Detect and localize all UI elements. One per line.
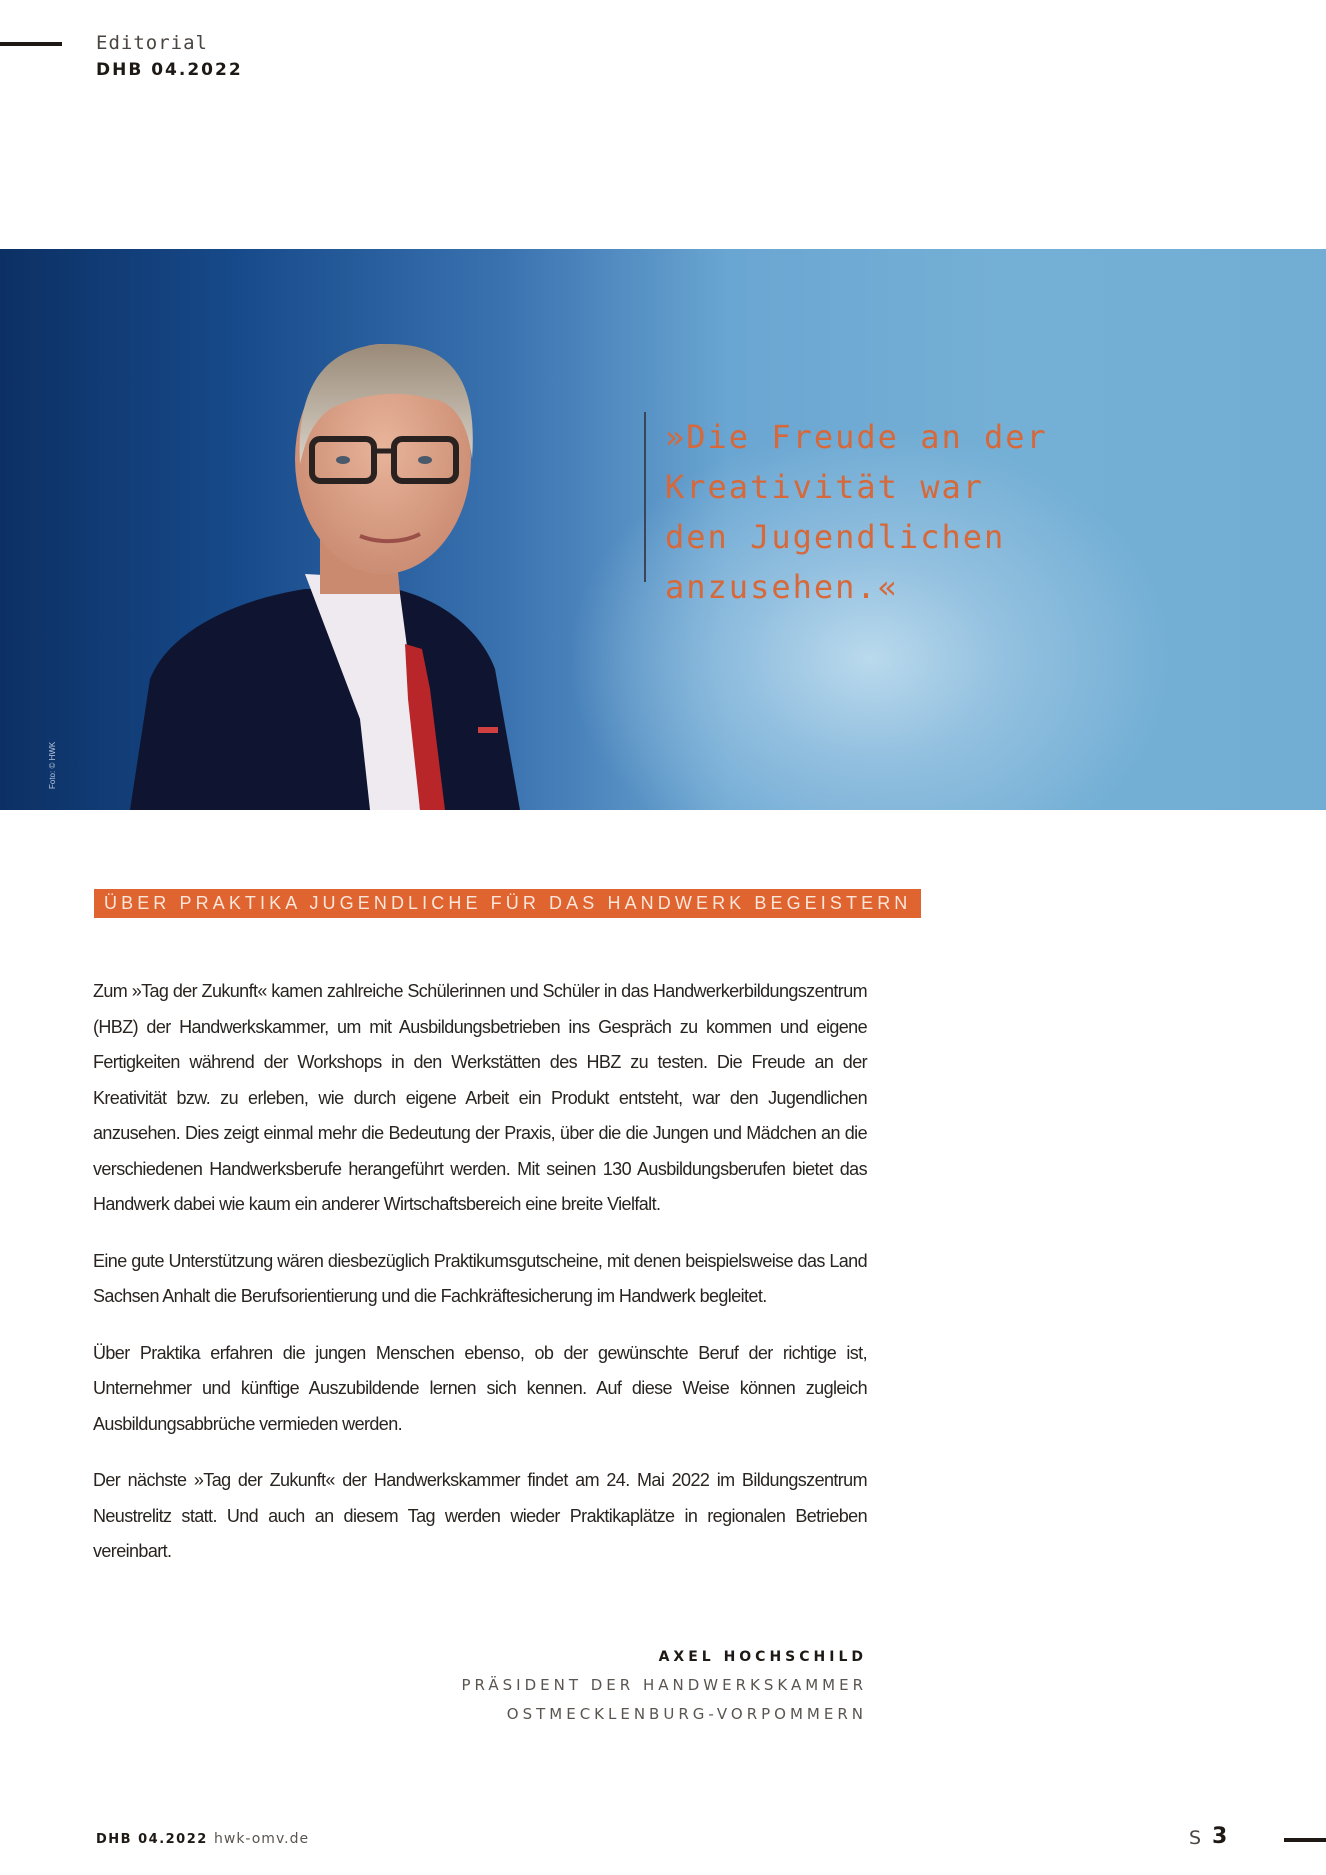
header-rule — [0, 42, 62, 46]
quote-line: anzusehen.« — [665, 568, 899, 606]
issue-label: DHB 04.2022 — [96, 60, 243, 80]
quote-line: »Die Freude an der — [665, 418, 1048, 456]
pull-quote — [644, 412, 1048, 606]
page-number: 3 — [1212, 1824, 1228, 1849]
footer-url[interactable]: hwk-omv.de — [214, 1831, 310, 1847]
footer-issue: DHB 04.2022 — [96, 1832, 208, 1847]
photo-credit: Foto: © HWK — [48, 741, 57, 789]
footer-rule — [1284, 1838, 1326, 1842]
quote-line: Kreativität war — [665, 468, 984, 506]
signature-block — [462, 1643, 867, 1729]
hero-photo — [0, 249, 1326, 810]
paragraph: Der nächste »Tag der Zukunft« der Handwerkskammer findet am 24. Mai 2022 im Bildungszentrum Neustrelitz statt. Und auch an diesem Tag werden wieder Praktikaplätze in regionalen Betrieben vereinbart. — [93, 1470, 867, 1561]
author-organization: OSTMECKLENBURG-VORPOMMERN — [506, 1705, 867, 1723]
page-prefix: S — [1189, 1827, 1202, 1849]
section-label: Editorial — [96, 32, 208, 54]
portrait-image — [0, 249, 700, 810]
article-body — [93, 974, 867, 1591]
paragraph: Über Praktika erfahren die jungen Menschen ebenso, ob der gewünschte Beruf der richtige ist, Unternehmer und künftige Auszubildende lernen sich kennen. Auf diese Weise können zugleich Ausbildungsabbrüche vermieden werden. — [93, 1342, 867, 1434]
article-headline: ÜBER PRAKTIKA JUGENDLICHE FÜR DAS HANDWERK BEGEISTERN — [94, 889, 921, 918]
quote-line: den Jugendlichen — [665, 518, 1006, 556]
paragraph: Zum »Tag der Zukunft« kamen zahlreiche Schülerinnen und Schüler in das Handwerkerbildungszentrum (HBZ) der Handwerkskammer, um mit Ausbildungsbetrieben ins Gespräch zu kommen und eigene Fertigkeiten während der Workshops in den Werkstätten des HBZ zu testen. Die Freude an der Kreativität bzw. zu erleben, wie durch eigene Arbeit ein Produkt entsteht, war den Jugendlichen anzusehen. Dies zeigt einmal mehr die Bedeutung der Praxis, über die die Jungen und Mädchen an die verschiedenen Handwerksberufe herangeführt werden. Mit seinen 130 Ausbildungsberufen bietet das Handwerk dabei wie kaum ein anderer Wirtschaftsbereich eine breite Vielfalt. — [93, 981, 867, 1214]
author-title: PRÄSIDENT DER HANDWERKSKAMMER — [461, 1676, 867, 1694]
author-name: AXEL HOCHSCHILD — [658, 1649, 867, 1665]
paragraph: Eine gute Unterstützung wären diesbezüglich Praktikumsgutscheine, mit denen beispielsweise das Land Sachsen Anhalt die Berufsorientierung und die Fachkräftesicherung im Handwerk begleitet. — [93, 1250, 867, 1306]
